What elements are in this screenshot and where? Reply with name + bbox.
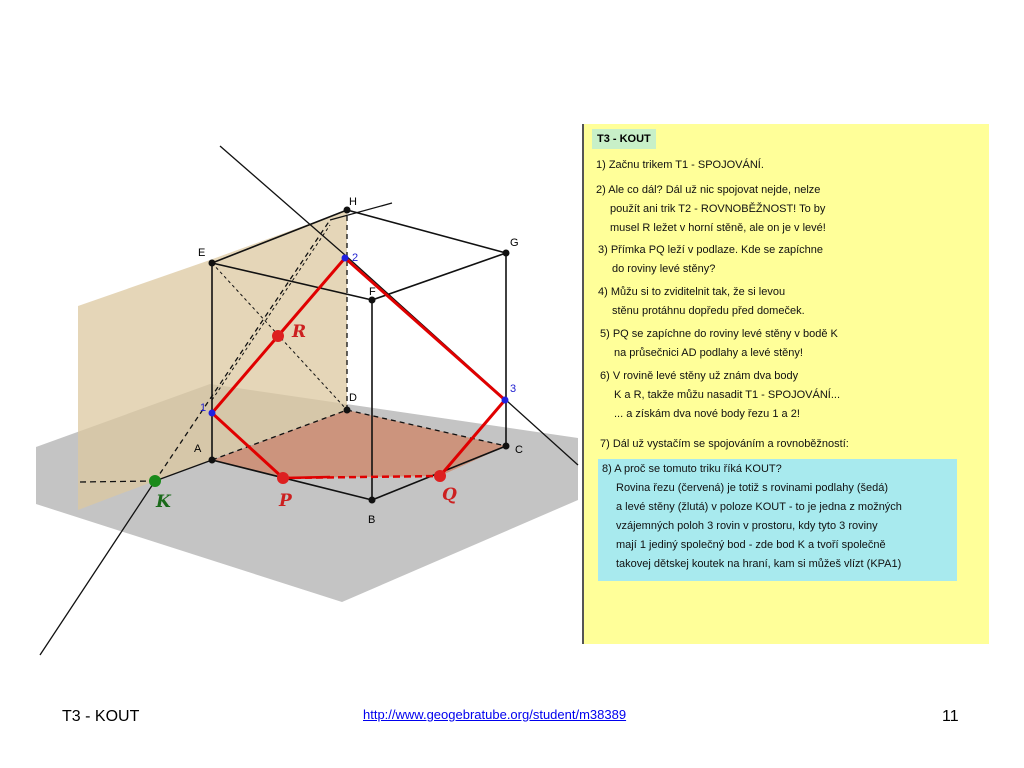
vertex-C[interactable] [503,443,510,450]
step-8-line-5: mají 1 jediný společný bod - zde bod K a tvoří společně [616,539,886,551]
edge-HG [347,210,506,253]
step-8 [602,460,902,574]
label-K: K [156,492,171,512]
label-D: D [349,392,357,404]
step-8-line-4: vzájemných poloh 3 rovin v prostoru, kdy tyto 3 roviny [616,520,878,532]
step-8-box [598,459,957,581]
label-1: 1 [200,402,207,414]
step-2-line-2: použít ani trik T2 - ROVNOBĚŽNOST! To by [610,203,826,215]
step-6-line-1: 6) V rovině levé stěny už znám dva body [600,370,799,382]
step-2-line-1: 2) Ale co dál? Dál už nic spojovat nejde, nelze [596,184,821,196]
step-6 [600,367,840,424]
vertex-D[interactable] [344,407,351,414]
step-8-line-2: Rovina řezu (červená) je totiž s rovinami podlahy (šedá) [616,482,889,494]
step-2-line-3: musel R ležet v horní stěně, ale on je v levé! [610,222,826,234]
vertex-G[interactable] [503,250,510,257]
step-3-line-1: 3) Přímka PQ leží v podlaze. Kde se zapíchne [598,244,824,256]
point-Q[interactable] [434,470,446,482]
vertex-A[interactable] [209,457,216,464]
step-5-line-1: 5) PQ se zapíchne do roviny levé stěny v bodě K [600,328,838,340]
point-P[interactable] [277,472,289,484]
step-4-line-1: 4) Můžu si to zviditelnit tak, že si levou [598,286,786,298]
point-R[interactable] [272,330,284,342]
geometry-canvas[interactable] [0,0,582,660]
explanation-panel [584,124,989,644]
point-K[interactable] [149,475,161,487]
label-Q: Q [442,485,457,505]
step-5 [600,325,838,363]
footer-link[interactable]: http://www.geogebratube.org/student/m38389 [363,707,627,722]
step-3-line-2: do roviny levé stěny? [612,263,716,275]
panel-title: T3 - KOUT [592,129,656,149]
step-8-line-6: takovej dětskej koutek na hraní, kam si můžeš vlízt (KPA1) [616,558,902,570]
label-3: 3 [510,383,517,395]
step-3 [598,241,823,279]
label-B: B [368,514,376,526]
step-7 [600,435,849,454]
section-line-PQ-solid [283,477,330,478]
label-G: G [510,237,519,249]
step-1 [596,156,764,175]
step-5-line-2: na průsečnici AD podlahy a levé stěny! [614,347,803,359]
step-4 [598,283,805,321]
vertex-E[interactable] [209,260,216,267]
step-6-line-2: K a R, takže můžu nasadit T1 - SPOJOVÁNÍ... [614,389,840,401]
vertex-B[interactable] [369,497,376,504]
step-1-line-1: 1) Začnu trikem T1 - SPOJOVÁNÍ. [596,159,764,171]
step-8-line-1: 8) A proč se tomuto triku říká KOUT? [602,463,782,475]
label-C: C [515,444,523,456]
aux-line-kr-top [330,203,392,220]
step-7-line-1: 7) Dál už vystačím se spojováním a rovnoběžností: [600,438,849,450]
label-E: E [198,247,206,259]
label-H: H [349,196,357,208]
step-8-line-3: a levé stěny (žlutá) v poloze KOUT - to je jedna z možných [616,501,902,513]
footer-title: T3 - KOUT [62,708,140,725]
page-number: 11 [942,708,959,725]
label-A: A [194,443,202,455]
label-P: P [279,491,292,511]
label-R: R [292,322,307,342]
point-2[interactable] [342,255,349,262]
step-4-line-2: stěnu protáhnu dopředu před domeček. [612,305,805,317]
label-2: 2 [352,252,359,264]
edge-FG [372,253,506,300]
point-3[interactable] [502,397,509,404]
step-6-line-3: ... a získám dva nové body řezu 1 a 2! [614,408,800,420]
point-1[interactable] [209,410,216,417]
step-2 [596,181,826,238]
label-F: F [369,286,376,298]
